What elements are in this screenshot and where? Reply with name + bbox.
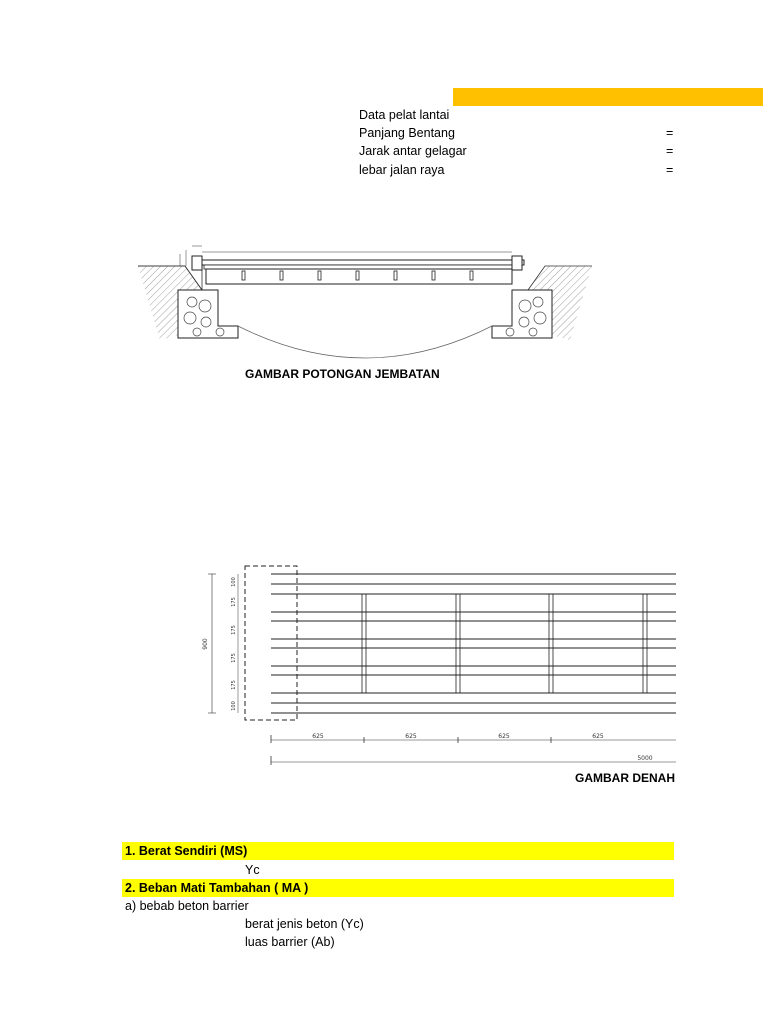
bridge-section-drawing — [130, 240, 600, 360]
span-label: 625 — [405, 733, 417, 740]
road-width-label: lebar jalan raya — [359, 163, 445, 177]
road-width-equals: = — [666, 163, 674, 177]
span-label: 625 — [592, 733, 604, 740]
barrier-area-label: luas barrier (Ab) — [245, 935, 335, 949]
span-length-equals: = — [666, 126, 674, 140]
row-spacing-label: 175 — [231, 653, 237, 663]
row-spacing-label: 175 — [231, 597, 237, 607]
section2-title: 2. Beban Mati Tambahan ( MA ) — [125, 881, 309, 895]
row-spacing-label: 175 — [231, 680, 237, 690]
slab-data-title: Data pelat lantai — [359, 108, 450, 122]
unit-weight-symbol: Yc — [245, 863, 260, 877]
row-spacing-label: 175 — [231, 625, 237, 635]
section1-title: 1. Berat Sendiri (MS) — [125, 844, 248, 858]
bridge-plan-drawing — [198, 560, 678, 770]
girder-spacing-equals: = — [666, 144, 674, 158]
span-label: 625 — [498, 733, 510, 740]
header-accent-bar — [453, 88, 763, 106]
row-spacing-label: 100 — [231, 701, 237, 711]
row-spacing-label: 100 — [231, 577, 237, 587]
plan-width-label: 900 — [202, 638, 209, 650]
total-length-label: 5000 — [637, 755, 653, 762]
concrete-unit-weight-label: berat jenis beton (Yc) — [245, 917, 364, 931]
section2-subitem: a) bebab beton barrier — [125, 899, 249, 913]
plan-drawing-caption: GAMBAR DENAH — [575, 771, 675, 785]
girder-spacing-label: Jarak antar gelagar — [359, 144, 467, 158]
span-label: 625 — [312, 733, 324, 740]
section-drawing-caption: GAMBAR POTONGAN JEMBATAN — [245, 367, 440, 381]
span-length-label: Panjang Bentang — [359, 126, 455, 140]
